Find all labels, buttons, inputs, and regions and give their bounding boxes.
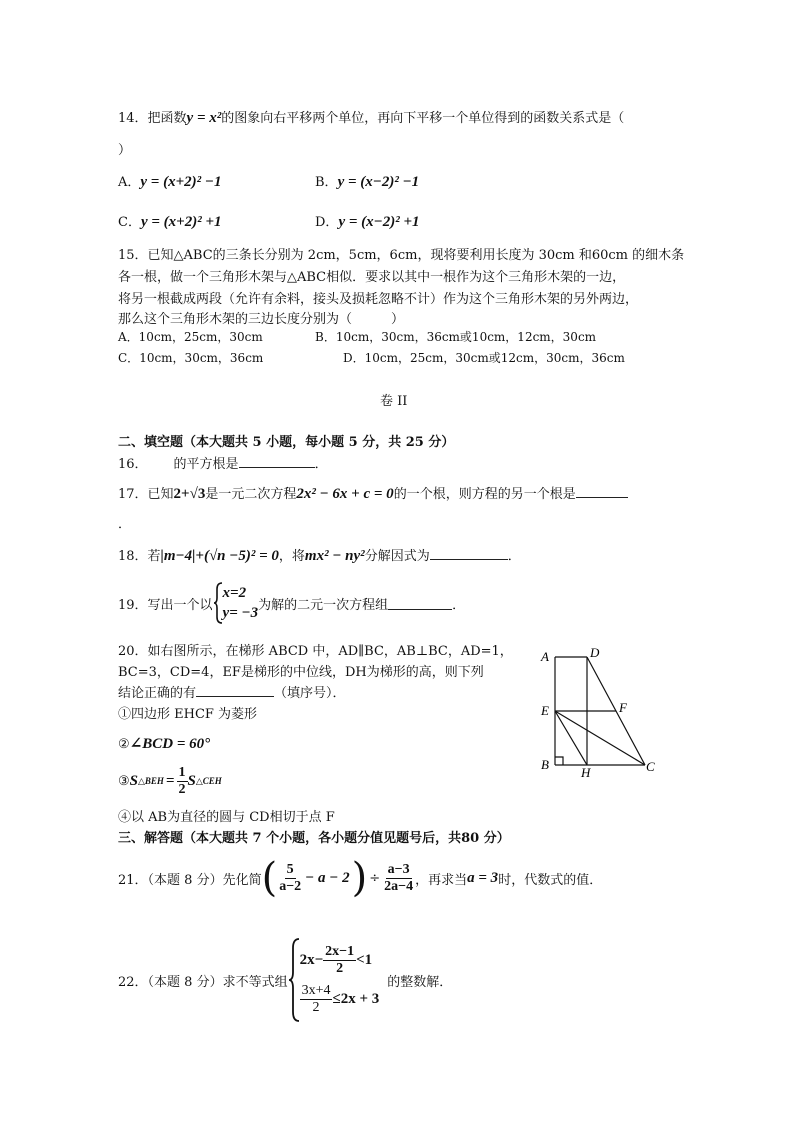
q22 — [118, 937, 452, 1023]
area-subscript: △BEH — [138, 776, 164, 786]
segment-ec — [555, 711, 645, 765]
ineq2-right: ≤2x + 3 — [332, 991, 380, 1007]
q14-option-c — [118, 211, 222, 231]
q19-eq1: x=2 — [222, 585, 247, 601]
q19-system — [213, 582, 259, 624]
option-text: 10cm，25cm，30cm或12cm，30cm，36cm — [364, 351, 625, 365]
q19 — [118, 582, 465, 624]
circled-number: ② — [118, 737, 130, 752]
q21-condition: a = 3 — [467, 869, 499, 886]
option-expr: y = (x+2)² +1 — [140, 214, 222, 230]
q16-middle: 的平方根是 — [173, 457, 239, 472]
label-b: B — [541, 757, 549, 772]
q20-line3-suffix: （填序号）． — [274, 686, 346, 701]
q19-prefix: 19．写出一个以 — [118, 597, 213, 613]
ineq2-fraction — [300, 983, 333, 1016]
denominator: 2 — [312, 1000, 320, 1015]
q20-angle-expr: ∠BCD = 60° — [129, 736, 211, 752]
q15-line3: 将另一根截成两段（允许有余料，接头及损耗忽略不计）作为这个三角形木架的另外两边， — [118, 292, 639, 307]
numerator: 2x−1 — [325, 944, 355, 959]
option-label: D． — [343, 351, 365, 365]
label-e: E — [541, 703, 549, 718]
section3-heading: 三、解答题（本大题共 7 个小题，各小题分值见题号后，共80 分） — [118, 831, 510, 846]
label-a: A — [541, 649, 549, 664]
option-text: 10cm，25cm，30cm — [138, 330, 263, 344]
q20-line3-prefix: 结论正确的有 — [118, 686, 197, 701]
q20-conclusion-2 — [118, 734, 210, 753]
q20-conclusion-1: ①四边形 EHCF 为菱形 — [118, 707, 258, 722]
q14-suffix: 的图象向右平移两个单位，再向下平移一个单位得到的函数关系式是（ — [221, 111, 625, 126]
q17-root: 2+√3 — [173, 486, 206, 502]
ineq1-left: 2x− — [299, 952, 324, 968]
q21-fraction-2 — [382, 862, 415, 895]
q18-end: ． — [507, 549, 521, 564]
q16-answer-blank[interactable] — [239, 455, 315, 468]
q16-end: ． — [314, 457, 328, 472]
q20-conclusion-4: ④以 AB为直径的圆与 CD相切于点 F — [118, 810, 335, 825]
q15-line1: 15．已知△ABC的三条长分别为 2cm，5cm，6cm，现将要利用长度为 30cm 和60cm 的细木条 — [118, 248, 685, 263]
denominator: 2 — [178, 782, 186, 797]
area-subscript: △CEH — [195, 776, 222, 786]
equals-sign: = — [165, 773, 175, 789]
option-expr: y = (x−2)² −1 — [337, 174, 420, 190]
q22-suffix: 的整数解． — [387, 974, 453, 990]
numerator: a−3 — [387, 861, 410, 877]
option-text: 10cm，30cm，36cm — [139, 351, 264, 365]
ineq1-right: <1 — [356, 952, 373, 968]
q17-middle: 是一元二次方程 — [205, 487, 297, 502]
q17-answer-blank[interactable] — [576, 485, 628, 498]
q18-prefix: 18．若 — [118, 549, 161, 564]
option-expr: y = (x+2)² −1 — [140, 174, 222, 190]
q14-close: ） — [118, 143, 132, 158]
q21-prefix: 21．（本题 8 分）先化简 — [118, 872, 262, 888]
label-f: F — [619, 700, 627, 715]
q21 — [118, 855, 602, 901]
q15-line4: 那么这个三角形木架的三边长度分别为（ ） — [118, 312, 405, 327]
q20-line3 — [118, 682, 346, 701]
label-d: D — [590, 645, 600, 660]
q14-stem — [118, 107, 624, 127]
q22-inequality-2 — [300, 983, 380, 1016]
right-paren: ) — [351, 855, 368, 901]
q18-condition: |m−4|+(√n −5)² = 0 — [160, 548, 279, 564]
q21-minus-part: − a − 2 — [305, 869, 350, 886]
section2-heading: 二、填空题（本大题共 5 小题，每小题 5 分，共 25 分） — [118, 435, 455, 450]
q15-option-b — [315, 328, 596, 345]
q14-function: y = x² — [186, 110, 222, 126]
area-symbol: S — [187, 773, 196, 789]
option-label: A． — [118, 175, 141, 190]
q17 — [118, 483, 628, 503]
trapezoid-figure — [535, 645, 665, 780]
option-label: D． — [315, 215, 339, 230]
q15-option-d — [343, 349, 625, 366]
denominator: a−2 — [279, 878, 302, 894]
label-c: C — [646, 759, 655, 774]
q18-expr: mx² − ny² — [304, 548, 365, 564]
option-label: A． — [118, 330, 139, 344]
left-paren: ( — [261, 855, 278, 901]
q14-option-b — [315, 171, 419, 191]
option-label: B． — [315, 330, 336, 344]
division-sign: ÷ — [369, 870, 381, 886]
option-text: 10cm，30cm，36cm或10cm，12cm，30cm — [335, 330, 597, 344]
q14-option-a — [118, 171, 221, 191]
q15-line2: 各一根，做一个三角形木架与△ABC相似．要求以其中一根作为这个三角形木架的一边， — [118, 270, 626, 285]
area-symbol: S — [129, 773, 138, 789]
fraction-half — [177, 765, 188, 798]
q19-answer-blank[interactable] — [388, 597, 452, 610]
numerator: 3x+4 — [301, 983, 331, 998]
denominator: 2 — [336, 961, 344, 976]
q21-middle: ，再求当 — [415, 872, 468, 888]
q17-prefix: 17．已知 — [118, 487, 174, 502]
option-label: C． — [118, 215, 141, 230]
option-expr: y = (x−2)² +1 — [338, 214, 420, 230]
label-h: H — [581, 765, 591, 780]
option-label: C． — [118, 351, 140, 365]
q21-fraction-1 — [277, 862, 303, 895]
q20-line1: 20．如右图所示，在梯形 ABCD 中，AD∥BC，AB⊥BC，AD=1， — [118, 644, 513, 659]
q17-suffix: 的一个根，则方程的另一个根是 — [393, 487, 576, 502]
q22-prefix: 22．（本题 8 分）求不等式组 — [118, 974, 288, 990]
q18-answer-blank[interactable] — [430, 547, 508, 560]
q19-eq2: y= −3 — [222, 605, 259, 621]
q20-line2: BC=3，CD=4，EF是梯形的中位线，DH为梯形的高，则下列 — [118, 665, 484, 680]
q14-prefix: 14．把函数 — [118, 111, 187, 126]
left-brace-icon — [213, 582, 223, 624]
q14-option-d — [315, 211, 420, 231]
q17-end: ． — [118, 517, 132, 532]
q19-end: ． — [452, 597, 466, 613]
ineq1-fraction — [323, 944, 356, 977]
numerator: 5 — [286, 861, 294, 877]
left-brace-icon — [288, 938, 300, 1022]
q15-option-c — [118, 349, 263, 366]
q20-conclusion-3 — [118, 765, 222, 798]
right-angle-mark — [555, 757, 563, 765]
q15-option-a — [118, 328, 263, 345]
volume-heading: 卷 II — [380, 394, 408, 409]
q18 — [118, 545, 521, 565]
q17-equation: 2x² − 6x + c = 0 — [296, 486, 394, 502]
q19-suffix: 为解的二元一次方程组 — [258, 597, 389, 613]
q16 — [118, 453, 328, 472]
q21-suffix: 时，代数式的值． — [498, 872, 603, 888]
q16-prefix: 16． — [118, 457, 148, 472]
q18-suffix: 分解因式为 — [364, 549, 430, 564]
numerator: 1 — [178, 765, 186, 780]
denominator: 2a−4 — [384, 878, 414, 894]
circled-number: ③ — [118, 774, 130, 789]
q20-answer-blank[interactable] — [196, 684, 274, 697]
q18-middle: ，将 — [278, 549, 305, 564]
option-label: B． — [315, 175, 338, 190]
q22-inequality-1 — [300, 944, 380, 977]
